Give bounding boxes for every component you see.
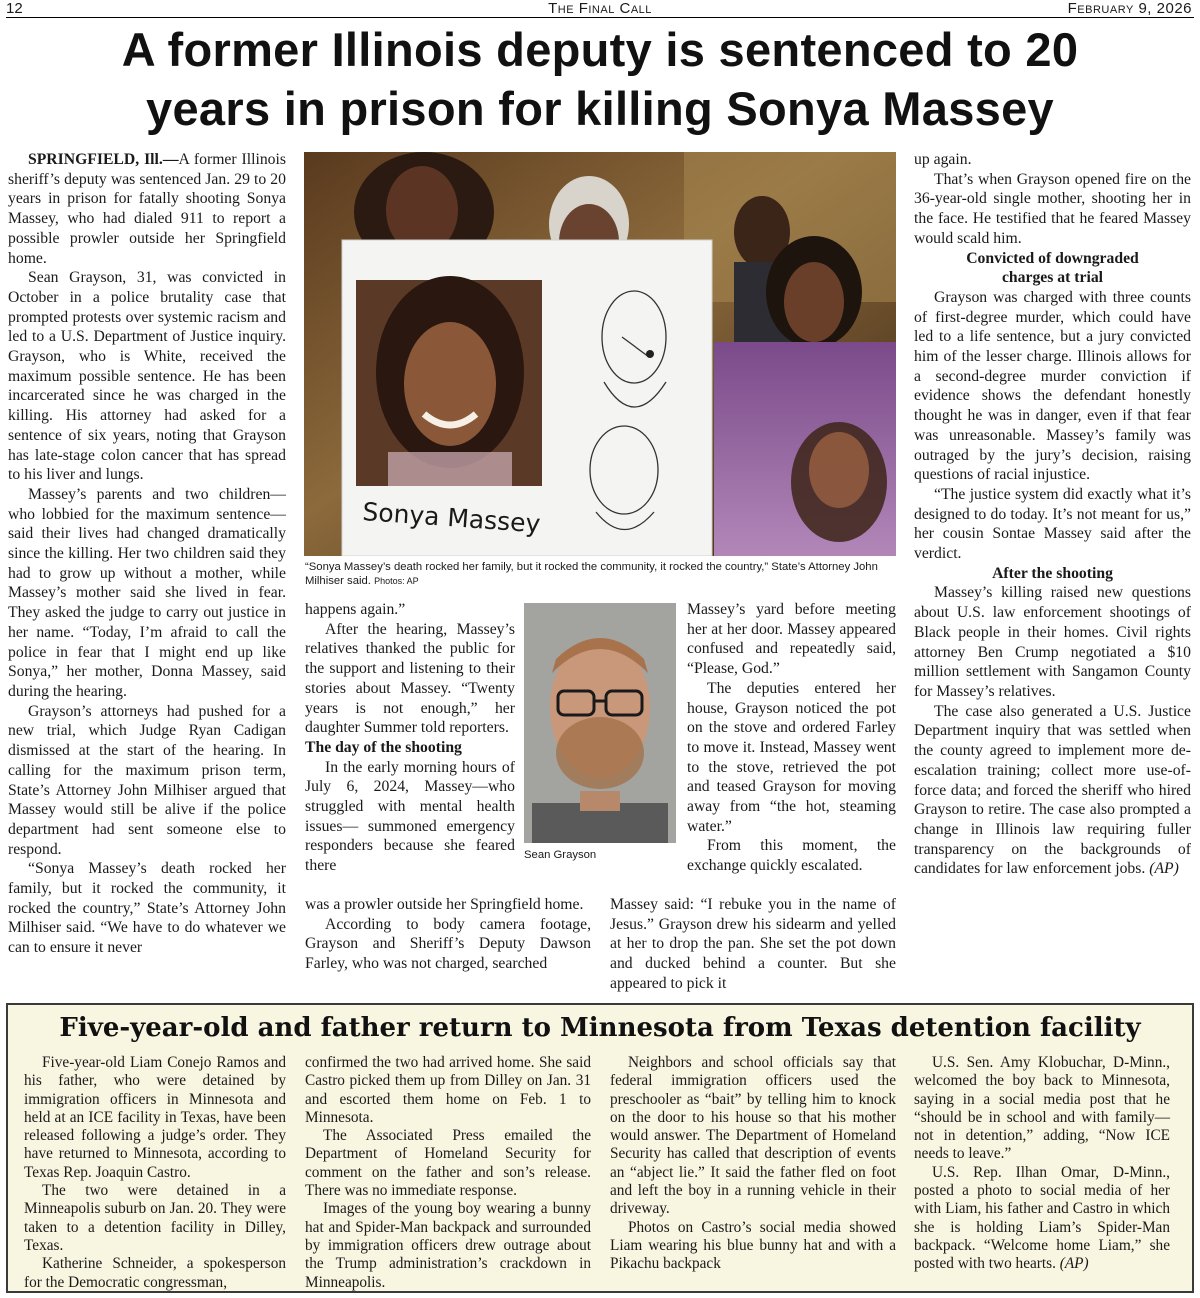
paper-name: The Final Call	[548, 0, 652, 17]
paragraph: Grayson’s attorneys had pushed for a new trial, which Judge Ryan Cadigan dismissed at the start of the hearing. In calling for the maximum prison term, State’s Attorney John Milhiser argued that Massey would still be alive if the police department had sent someone else to respond.	[8, 702, 286, 858]
paragraph: In the early morning hours of July 6, 2024, Massey—who struggled with mental health issues— summoned emergency responders because she feared there	[305, 758, 515, 875]
mugshot-caption: Sean Grayson	[524, 849, 597, 861]
paragraph: Images of the young boy wearing a bunny hat and Spider-Man backpack and surrounded by immigration officers drew outrage about the Trump administration’s crackdown in Minneapolis.	[305, 1200, 591, 1291]
subhead-convicted: Convicted of downgraded	[966, 249, 1139, 267]
paragraph: After the hearing, Massey’s relatives thanked the public for the support and listening to their stories about Massey. “Twenty years is not enough,” her daughter Summer told reporters.	[305, 620, 515, 737]
paragraph: U.S. Sen. Amy Klobuchar, D-Minn., welcomed the boy back to Minnesota, saying in a social media post that he “should be in school and with family—not in detention,” adding, “Now ICE needs to leave.”	[914, 1054, 1170, 1163]
paragraph: Massey’s parents and two children—who lobbied for the maximum sentence—said their lives had changed dramatically since the killing. Her two children said they had to grow up without a mother, while Massey’s mother said she lived in fear. They asked the judge to carry out justice in her name. “Today, I’m afraid to call the police in fear that I might end up like Sonya,” her mother, Donna Massey, said during the hearing.	[8, 485, 286, 700]
second-story-column-1	[24, 1054, 286, 1292]
caption-text: “Sonya Massey’s death rocked her family, but it rocked the community, it rocked the country,” State’s Attorney John Milhiser said.	[305, 561, 878, 587]
main-story-column-3-continued	[610, 895, 896, 994]
second-story-column-2	[305, 1054, 591, 1292]
main-story-column-3	[687, 600, 896, 876]
paragraph: Massey’s killing raised new questions about U.S. law enforcement shootings of Black people in their homes. Civil rights attorney Ben Crump negotiated a $10 million settlement with Sangamon County for Massey’s relatives.	[914, 584, 1191, 700]
protest-photo	[304, 152, 896, 556]
subhead: The day of the shooting	[305, 738, 462, 756]
headline-line-2: years in prison for killing Sonya Massey	[146, 82, 1054, 135]
paragraph: happens again.”	[305, 601, 406, 618]
paragraph: Neighbors and school officials say that federal immigration officers used the preschooler as “bait” by telling him to knock on the door to his house so that his mother would answer. The Department of Homeland Security has called that description of events an “abject lie.” It said the father fled on foot and left the boy in a running vehicle in their driveway.	[610, 1054, 896, 1218]
lead-paragraph	[8, 150, 286, 268]
paragraph: That’s when Grayson opened fire on the 36-year-old single mother, shooting her in the face. He testified that he feared Massey would scald him.	[914, 170, 1191, 247]
photo-credit: Photos: AP	[374, 576, 419, 586]
mugshot-photo	[524, 603, 676, 843]
paragraph: up again.	[914, 151, 972, 168]
paragraph: “Sonya Massey’s death rocked her family, but it rocked the community, it rocked the country,” State’s Attorney John Milhiser said. “We have to do whatever we can to ensure it never	[8, 860, 286, 957]
ap-tag: (AP)	[1059, 1255, 1089, 1273]
paragraph: Katherine Schneider, a spokesperson for the Democratic congressman,	[24, 1255, 286, 1291]
paragraph: The two were detained in a Minneapolis suburb on Jan. 20. They were taken to a detention facility in Dilley, Texas.	[24, 1182, 286, 1254]
issue-date: February 9, 2026	[1067, 0, 1192, 17]
second-story-headline: Five-year-old and father return to Minnesota from Texas detention facility	[59, 1013, 1141, 1043]
paragraph: “The justice system did exactly what it’s designed to do today. It’s not meant for us,” her cousin Sontae Massey said after the verdict.	[914, 485, 1191, 563]
dateline: SPRINGFIELD, Ill.—	[28, 151, 179, 168]
subhead-after-shooting: After the shooting	[992, 564, 1113, 582]
paragraph: Massey said: “I rebuke you in the name of Jesus.” Grayson drew his sidearm and yelled at her to drop the pan. She set the pot down and ducked behind a counter. But she appeared to pick it	[610, 896, 896, 992]
main-story-column-2	[305, 600, 515, 876]
photo-caption	[305, 560, 897, 588]
second-story-column-3	[610, 1054, 896, 1274]
paragraph: Photos on Castro’s social media showed Liam wearing his blue bunny hat and with a Pikachu backpack	[610, 1218, 896, 1273]
sign-name-text: Sonya Massey	[361, 497, 542, 539]
paragraph: Five-year-old Liam Conejo Ramos and his father, who were detained by immigration officers in Minnesota and held at an ICE facility in Texas, have been released following a judge’s order. They have returned to Minnesota, according to Texas Rep. Joaquin Castro.	[24, 1054, 286, 1181]
main-story-column-1	[8, 150, 286, 958]
page-number: 12	[6, 0, 23, 17]
paragraph: Massey’s yard before meeting her at her door. Massey appeared confused and repeatedly said, “Please, God.”	[687, 601, 896, 678]
paragraph-text: U.S. Rep. Ilhan Omar, D-Minn., posted a photo to social media of her with Liam, his father and Castro in which she is holding Liam’s Spider-Man backpack. “Welcome home Liam,” she posted with two hearts.	[914, 1163, 1170, 1273]
paragraph: confirmed the two had arrived home. She said Castro picked them up from Dilley on Jan. 31 and escorted them home on Feb. 1 to Minnesota.	[305, 1054, 591, 1126]
paragraph-text: The case also generated a U.S. Justice Department inquiry that was settled when the county agreed to implement more de-escalation training; collect more use-of-force data; and forced the sheriff who hired Grayson to retire. The case also prompted a change in Illinois law requiring fuller transparency on the backgrounds of candidates for law enforcement jobs.	[914, 702, 1191, 878]
paragraph	[914, 702, 1191, 879]
main-headline	[0, 20, 1200, 138]
paragraph: was a prowler outside her Springfield home.	[305, 896, 584, 913]
paragraph	[914, 1164, 1170, 1274]
second-story-column-4	[914, 1054, 1170, 1274]
paragraph: Sean Grayson, 31, was convicted in October in a police brutality case that prompted protests over systemic racism and led to a U.S. Department of Justice inquiry. Grayson, who is White, received the maximum possible sentence. He has been incarcerated since he was charged in the killing. His attorney had asked for a sentence of six years, noting that Grayson has late-stage colon cancer that has spread to his liver and lungs.	[8, 269, 286, 484]
ap-tag: (AP)	[1149, 860, 1179, 878]
lead-text: A former Illinois sheriff’s deputy was sentenced Jan. 29 to 20 years in prison for fatally shooting Sonya Massey, who had dialed 911 to report a possible prowler outside her Springfield home.	[8, 151, 286, 267]
subhead-convicted-line-2: charges at trial	[1001, 269, 1104, 287]
masthead-rule	[6, 17, 1194, 18]
headline-line-1: A former Illinois deputy is sentenced to 20	[121, 23, 1079, 76]
paragraph: According to body camera footage, Grayson and Sheriff’s Deputy Dawson Farley, who was not charged, searched	[305, 915, 591, 973]
paragraph: The Associated Press emailed the Department of Homeland Security for comment on the father and son’s release. There was no immediate response.	[305, 1127, 591, 1200]
paragraph: Grayson was charged with three counts of first-degree murder, which could have led to a life sentence, but a jury convicted him of the lesser charge. Illinois allows for a second-degree murder conviction if evidence shows the defendant honestly thought he was in danger, even if that fear was unreasonable. Massey’s family was outraged by the jury’s decision, raising questions of racial injustice.	[914, 288, 1191, 484]
main-story-column-2-continued	[305, 895, 591, 974]
paragraph: The deputies entered her house, Grayson noticed the pot on the stove and ordered Farley to move it. Instead, Massey went to the stove, retrieved the pot and teased Grayson for moving away from “the hot, steaming water.”	[687, 679, 896, 835]
main-story-column-4	[914, 150, 1191, 879]
paragraph: From this moment, the exchange quickly escalated.	[687, 837, 896, 875]
